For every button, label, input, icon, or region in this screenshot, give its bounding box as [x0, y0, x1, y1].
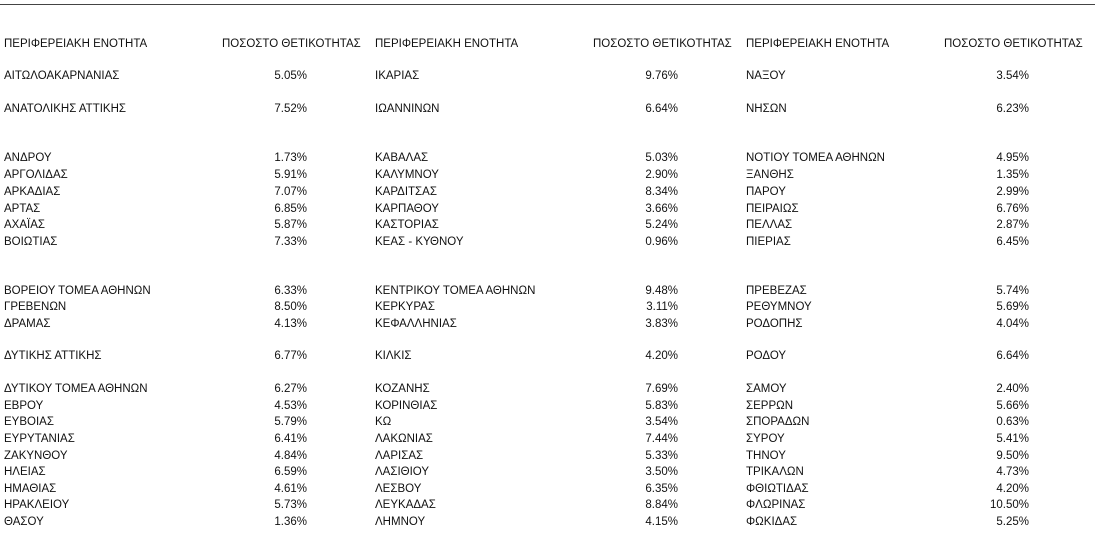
region-name: ΛΑΡΙΣΑΣ: [375, 450, 424, 462]
table-row: [375, 400, 731, 416]
table-row: [746, 318, 1092, 334]
region-name: ΚΑΡΔΙΤΣΑΣ: [375, 186, 437, 198]
positivity-rate: 5.24%: [645, 219, 678, 231]
positivity-rate: 2.40%: [996, 383, 1029, 395]
table-row: [4, 169, 360, 185]
positivity-rate: 6.35%: [645, 483, 678, 495]
table-row: [746, 516, 1092, 532]
positivity-rate: 4.13%: [274, 318, 307, 330]
positivity-rate: 6.64%: [645, 103, 678, 115]
region-name: ΗΜΑΘΙΑΣ: [4, 483, 57, 495]
positivity-rate: 3.83%: [645, 318, 678, 330]
table-row: [4, 516, 360, 532]
region-name: ΗΡΑΚΛΕΙΟΥ: [4, 499, 70, 511]
region-name: ΛΑΣΙΘΙΟΥ: [375, 466, 430, 478]
region-name: ΠΕΙΡΑΙΩΣ: [746, 203, 799, 215]
region-name: ΓΡΕΒΕΝΩΝ: [4, 301, 67, 313]
positivity-rate: 8.50%: [274, 301, 307, 313]
table-row: [375, 203, 731, 219]
table-row: [4, 70, 360, 86]
positivity-rate: 5.41%: [996, 433, 1029, 445]
table-row: [375, 285, 731, 301]
region-name: ΔΡΑΜΑΣ: [4, 318, 51, 330]
region-name: ΛΗΜΝΟΥ: [375, 516, 426, 528]
table-row: [375, 516, 731, 532]
positivity-rate: 0.96%: [645, 236, 678, 248]
region-name: ΛΑΚΩΝΙΑΣ: [375, 433, 433, 445]
table-row: [746, 466, 1092, 482]
positivity-rate: 5.87%: [274, 219, 307, 231]
region-name: ΚΕΦΑΛΛΗΝΙΑΣ: [375, 318, 457, 330]
table-row: [4, 203, 360, 219]
region-name: ΣΑΜΟΥ: [746, 383, 787, 395]
positivity-rate: 5.73%: [274, 499, 307, 511]
table-row: [746, 483, 1092, 499]
positivity-rate: 5.79%: [274, 416, 307, 428]
region-name: ΦΘΙΩΤΙΔΑΣ: [746, 483, 809, 495]
table-row: [4, 400, 360, 416]
region-name: ΤΗΝΟΥ: [746, 450, 786, 462]
region-name: ΚΕΑΣ - ΚΥΘΝΟΥ: [375, 236, 464, 248]
table-row: [746, 450, 1092, 466]
positivity-rate: 6.27%: [274, 383, 307, 395]
region-name: ΛΕΥΚΑΔΑΣ: [375, 499, 436, 511]
region-name: ΚΩ: [375, 416, 392, 428]
positivity-rate: 6.23%: [996, 103, 1029, 115]
region-name: ΙΩΑΝΝΙΝΩΝ: [375, 103, 440, 115]
region-name: ΒΟΡΕΙΟΥ ΤΟΜΕΑ ΑΘΗΝΩΝ: [4, 285, 151, 297]
region-name: ΑΙΤΩΛΟΑΚΑΡΝΑΝΙΑΣ: [4, 70, 120, 82]
positivity-rate: 3.66%: [645, 203, 678, 215]
table-row: [4, 499, 360, 515]
table-row: [4, 103, 360, 119]
table-row: [375, 103, 731, 119]
table-row: [375, 169, 731, 185]
region-name: ΞΑΝΘΗΣ: [746, 169, 794, 181]
table-row: [4, 433, 360, 449]
table-row: [375, 236, 731, 252]
table-row: [746, 350, 1092, 366]
table-row: [746, 400, 1092, 416]
region-name: ΚΟΡΙΝΘΙΑΣ: [375, 400, 438, 412]
positivity-rate: 4.20%: [996, 483, 1029, 495]
table-row: [746, 70, 1092, 86]
region-name: ΣΕΡΡΩΝ: [746, 400, 794, 412]
positivity-rate: 5.25%: [996, 516, 1029, 528]
positivity-rate: 9.50%: [996, 450, 1029, 462]
positivity-rate: 5.66%: [996, 400, 1029, 412]
region-name: ΚΑΣΤΟΡΙΑΣ: [375, 219, 439, 231]
region-name: ΑΝΑΤΟΛΙΚΗΣ ΑΤΤΙΚΗΣ: [4, 103, 127, 115]
region-name: ΑΡΓΟΛΙΔΑΣ: [4, 169, 68, 181]
positivity-rate: 5.83%: [645, 400, 678, 412]
positivity-rate: 2.87%: [996, 219, 1029, 231]
region-name: ΚΙΛΚΙΣ: [375, 350, 412, 362]
positivity-rate: 1.36%: [274, 516, 307, 528]
region-name: ΕΒΡΟΥ: [4, 400, 44, 412]
region-name: ΝΟΤΙΟΥ ΤΟΜΕΑ ΑΘΗΝΩΝ: [746, 152, 885, 164]
region-name: ΝΑΞΟΥ: [746, 70, 786, 82]
table-row: [4, 301, 360, 317]
positivity-rate: 5.91%: [274, 169, 307, 181]
table-row: [4, 285, 360, 301]
table-row: [746, 285, 1092, 301]
region-name: ΦΩΚΙΔΑΣ: [746, 516, 798, 528]
region-name: ΕΥΡΥΤΑΝΙΑΣ: [4, 433, 75, 445]
region-name: ΛΕΣΒΟΥ: [375, 483, 422, 495]
table-row: [4, 466, 360, 482]
region-name: ΠΕΛΛΑΣ: [746, 219, 793, 231]
region-name: ΝΗΣΩΝ: [746, 103, 787, 115]
positivity-rate: 5.03%: [645, 152, 678, 164]
header-positivity-rate: ΠΟΣΟΣΤΟ ΘΕΤΙΚΟΤΗΤΑΣ: [593, 38, 732, 50]
table-row: [375, 219, 731, 235]
table-row: [375, 186, 731, 202]
table-row: [4, 383, 360, 399]
positivity-rate: 5.33%: [645, 450, 678, 462]
table-row: [4, 186, 360, 202]
positivity-rate: 6.33%: [274, 285, 307, 297]
positivity-rate: 6.76%: [996, 203, 1029, 215]
table-row: [4, 350, 360, 366]
positivity-rate: 3.54%: [996, 70, 1029, 82]
region-name: ΠΙΕΡΙΑΣ: [746, 236, 791, 248]
positivity-rate: 4.20%: [645, 350, 678, 362]
region-name: ΠΑΡΟΥ: [746, 186, 786, 198]
table-row: [375, 70, 731, 86]
region-name: ΠΡΕΒΕΖΑΣ: [746, 285, 807, 297]
table-row: [4, 416, 360, 432]
column-header: [4, 38, 360, 54]
region-name: ΘΑΣΟΥ: [4, 516, 44, 528]
table-row: [746, 383, 1092, 399]
positivity-rate: 3.11%: [646, 301, 678, 313]
table-row: [375, 499, 731, 515]
region-name: ΦΛΩΡΙΝΑΣ: [746, 499, 806, 511]
table-row: [375, 301, 731, 317]
table-row: [746, 499, 1092, 515]
positivity-rate: 2.99%: [996, 186, 1029, 198]
positivity-rate: 5.05%: [274, 70, 307, 82]
positivity-rate: 5.69%: [996, 301, 1029, 313]
positivity-rate: 4.53%: [274, 400, 307, 412]
table-row: [746, 219, 1092, 235]
table-row: [4, 219, 360, 235]
table-row: [4, 450, 360, 466]
table-column-3: [746, 0, 1092, 535]
header-region-unit: ΠΕΡΙΦΕΡΕΙΑΚΗ ΕΝΟΤΗΤΑ: [375, 38, 519, 50]
region-name: ΗΛΕΙΑΣ: [4, 466, 46, 478]
positivity-rate: 9.76%: [645, 70, 678, 82]
header-positivity-rate: ΠΟΣΟΣΤΟ ΘΕΤΙΚΟΤΗΤΑΣ: [222, 38, 361, 50]
table-row: [746, 203, 1092, 219]
table-column-1: [4, 0, 360, 535]
positivity-rate: 1.35%: [996, 169, 1029, 181]
header-region-unit: ΠΕΡΙΦΕΡΕΙΑΚΗ ΕΝΟΤΗΤΑ: [746, 38, 890, 50]
positivity-rate: 4.04%: [996, 318, 1029, 330]
region-name: ΑΡΤΑΣ: [4, 203, 41, 215]
positivity-rate: 2.90%: [645, 169, 678, 181]
region-name: ΔΥΤΙΚΟΥ ΤΟΜΕΑ ΑΘΗΝΩΝ: [4, 383, 148, 395]
table-row: [746, 236, 1092, 252]
region-name: ΙΚΑΡΙΑΣ: [375, 70, 420, 82]
region-name: ΣΠΟΡΑΔΩΝ: [746, 416, 810, 428]
positivity-rate: 6.77%: [274, 350, 307, 362]
table-row: [746, 152, 1092, 168]
table-row: [375, 483, 731, 499]
positivity-rate: 4.84%: [274, 450, 307, 462]
region-name: ΚΕΝΤΡΙΚΟΥ ΤΟΜΕΑ ΑΘΗΝΩΝ: [375, 285, 536, 297]
positivity-rate: 8.84%: [645, 499, 678, 511]
region-name: ΚΕΡΚΥΡΑΣ: [375, 301, 435, 313]
positivity-rate: 9.48%: [645, 285, 678, 297]
positivity-rate: 10.50%: [989, 499, 1029, 511]
region-name: ΚΟΖΑΝΗΣ: [375, 383, 430, 395]
positivity-rate: 8.34%: [645, 186, 678, 198]
positivity-rate: 7.69%: [645, 383, 678, 395]
positivity-rate: 1.73%: [274, 152, 307, 164]
region-name: ΕΥΒΟΙΑΣ: [4, 416, 54, 428]
header-positivity-rate: ΠΟΣΟΣΤΟ ΘΕΤΙΚΟΤΗΤΑΣ: [944, 38, 1083, 50]
region-name: ΡΟΔΟΥ: [746, 350, 787, 362]
positivity-rate: 3.50%: [645, 466, 678, 478]
table-row: [375, 416, 731, 432]
region-name: ΚΑΛΥΜΝΟΥ: [375, 169, 439, 181]
table-row: [4, 318, 360, 334]
region-name: ΑΡΚΑΔΙΑΣ: [4, 186, 61, 198]
region-name: ΚΑΡΠΑΘΟΥ: [375, 203, 439, 215]
region-name: ΣΥΡΟΥ: [746, 433, 785, 445]
table-row: [4, 483, 360, 499]
region-name: ΑΝΔΡΟΥ: [4, 152, 52, 164]
header-region-unit: ΠΕΡΙΦΕΡΕΙΑΚΗ ΕΝΟΤΗΤΑ: [4, 38, 148, 50]
positivity-rate: 3.54%: [645, 416, 678, 428]
table-row: [375, 152, 731, 168]
table-row: [4, 236, 360, 252]
positivity-rate: 6.45%: [996, 236, 1029, 248]
positivity-rate: 7.44%: [645, 433, 678, 445]
table-row: [4, 152, 360, 168]
region-name: ΤΡΙΚΑΛΩΝ: [746, 466, 804, 478]
table-row: [375, 466, 731, 482]
region-name: ΡΕΘΥΜΝΟΥ: [746, 301, 812, 313]
table-row: [375, 350, 731, 366]
positivity-rate: 4.73%: [996, 466, 1029, 478]
positivity-rate: 5.74%: [996, 285, 1029, 297]
region-name: ΚΑΒΑΛΑΣ: [375, 152, 429, 164]
positivity-rate: 4.61%: [274, 483, 307, 495]
region-name: ΖΑΚΥΝΘΟΥ: [4, 450, 68, 462]
table-row: [746, 169, 1092, 185]
positivity-rate: 6.64%: [996, 350, 1029, 362]
positivity-rate: 4.95%: [996, 152, 1029, 164]
positivity-rate: 0.63%: [996, 416, 1029, 428]
column-header: [746, 38, 1092, 54]
table-row: [375, 383, 731, 399]
table-column-2: [375, 0, 731, 535]
table-row: [746, 301, 1092, 317]
positivity-rate: 6.85%: [274, 203, 307, 215]
table-row: [746, 433, 1092, 449]
column-header: [375, 38, 731, 54]
positivity-rate: 7.07%: [274, 186, 307, 198]
positivity-rate: 7.33%: [274, 236, 307, 248]
positivity-rate: 4.15%: [645, 516, 678, 528]
region-name: ΔΥΤΙΚΗΣ ΑΤΤΙΚΗΣ: [4, 350, 102, 362]
table-row: [375, 318, 731, 334]
table-row: [746, 416, 1092, 432]
positivity-rate: 6.59%: [274, 466, 307, 478]
region-name: ΡΟΔΟΠΗΣ: [746, 318, 803, 330]
table-row: [375, 433, 731, 449]
positivity-rate: 6.41%: [274, 433, 307, 445]
table-row: [746, 186, 1092, 202]
positivity-rate: 7.52%: [274, 103, 307, 115]
region-name: ΑΧΑΪΑΣ: [4, 219, 45, 231]
table-row: [746, 103, 1092, 119]
region-name: ΒΟΙΩΤΙΑΣ: [4, 236, 58, 248]
table-row: [375, 450, 731, 466]
